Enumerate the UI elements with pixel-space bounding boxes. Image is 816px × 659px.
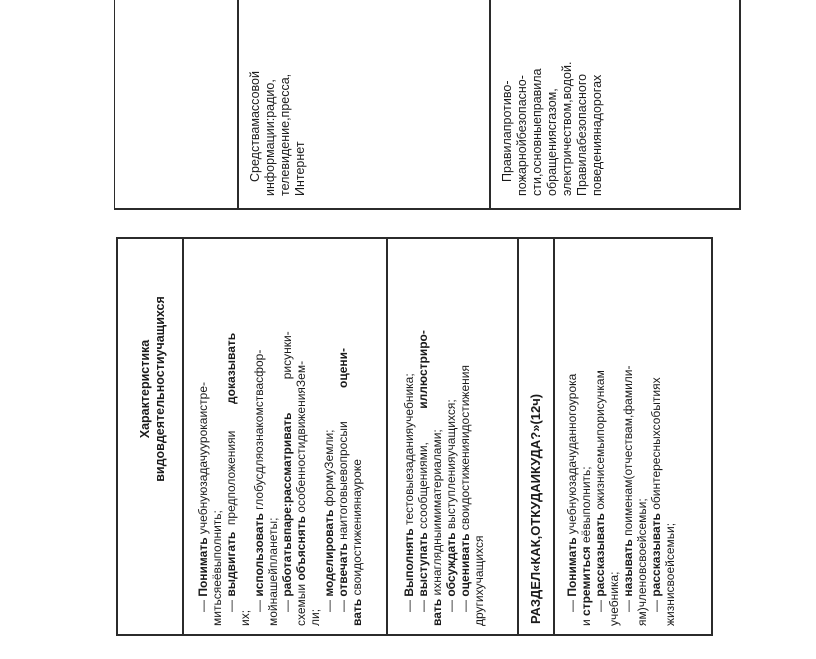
- activity-text: мойнашейпланеты;: [266, 517, 280, 626]
- activity-line: [308, 331, 322, 626]
- activities-block-2: [402, 330, 486, 626]
- activity-verb: Понимать: [196, 537, 210, 597]
- activity-line: [565, 366, 579, 627]
- top-table-col-divider-2: [489, 0, 491, 209]
- activity-line: [472, 330, 486, 626]
- activity-text: —: [565, 596, 579, 612]
- activity-text: и: [579, 615, 593, 626]
- activity-text: учебника;: [607, 571, 621, 626]
- bottom-table-bottom-border: [116, 634, 713, 636]
- top-table-right-border: [739, 0, 741, 210]
- activity-text: выступленияучащихся;: [444, 399, 458, 533]
- activity-text: формуЗемли;: [322, 429, 336, 510]
- activity-line: [350, 331, 364, 626]
- activity-text: —: [224, 596, 238, 612]
- activities-block-1: [196, 331, 364, 626]
- safety-line: обращениясгазом,: [545, 88, 559, 196]
- activity-text: тестовыезаданияучебника;: [402, 373, 416, 529]
- row-divider-1: [386, 238, 388, 635]
- activity-verb: называть: [621, 539, 635, 597]
- activity-line: [210, 331, 224, 626]
- activity-line: [196, 331, 210, 626]
- top-table-bottom-border: [114, 208, 741, 210]
- safety-line: сти,основныеправила: [530, 68, 544, 196]
- header-divider: [182, 238, 184, 635]
- activity-text: учебнуюзадачуданногоурока: [565, 373, 579, 538]
- activity-text: —: [458, 596, 472, 612]
- activity-text: ожизнисемьипорисункам: [593, 370, 607, 514]
- activity-verb: стремиться: [579, 546, 593, 616]
- activity-line: [621, 366, 635, 627]
- activity-verb: отвечать: [336, 543, 350, 597]
- activity-line: [430, 330, 444, 626]
- activity-line: [224, 331, 238, 626]
- bottom-table-left-border: [116, 237, 118, 636]
- column-header-line-1: Характеристика: [138, 339, 152, 439]
- activity-line: [336, 331, 350, 626]
- activity-text: наитоговыевопросыи: [336, 387, 350, 544]
- activity-line: [294, 331, 308, 626]
- activity-text: —: [252, 596, 266, 612]
- activity-verb: вать: [430, 598, 444, 626]
- activity-text: —: [196, 596, 210, 612]
- activity-text: предположенияи: [224, 403, 238, 532]
- activity-verb: выступать: [416, 532, 430, 597]
- activity-verb: вать: [350, 598, 364, 626]
- activity-verb: рассказывать: [593, 513, 607, 597]
- activity-text: ссообщениями,: [416, 408, 430, 533]
- activity-line: [579, 366, 593, 627]
- activity-text: поименам(отчествам,фамили-: [621, 365, 635, 540]
- activity-line: [238, 331, 252, 626]
- activity-text: жизнисвоейсемьи;: [663, 522, 677, 626]
- media-line: информации:радио,: [263, 79, 277, 196]
- activity-line: [266, 331, 280, 626]
- activity-verb: Понимать: [565, 537, 579, 597]
- activity-text: —: [444, 596, 458, 612]
- activity-verb: рассказывать: [649, 513, 663, 597]
- activity-verb: обсуждать: [444, 532, 458, 597]
- safety-line: Правилапротиво-: [500, 80, 514, 182]
- activity-line: [402, 330, 416, 626]
- activity-verb: оцени-: [336, 347, 350, 388]
- activity-text: рисунки-: [280, 331, 294, 413]
- activity-text: обинтересныхсобытиях: [649, 377, 663, 514]
- activity-text: глобусдляознакомствасфор-: [252, 349, 266, 514]
- activity-text: ихнаглядныимиматериалами;: [430, 429, 444, 599]
- activity-verb: объяснять: [294, 516, 308, 581]
- activity-verb: оценивать: [458, 533, 472, 597]
- section-title: РАЗДЕЛ«КАК,ОТКУДАИКУДА?»(12ч): [528, 393, 543, 624]
- activity-line: [607, 366, 621, 627]
- row-divider-3: [553, 238, 555, 635]
- media-cell-text: [248, 71, 308, 196]
- activity-line: [593, 366, 607, 627]
- activity-text: ли;: [308, 608, 322, 626]
- activity-text: своидостижениянауроке: [350, 459, 364, 599]
- media-line: Интернет: [293, 141, 307, 196]
- row-divider-2: [517, 238, 519, 635]
- activity-text: учебнуюзадачуурокаистре-: [196, 382, 210, 538]
- activity-text: ям)членовсвоейсемьи;: [635, 498, 649, 626]
- safety-cell-text: [500, 62, 605, 196]
- media-line: телевидение,пресса,: [278, 73, 292, 196]
- column-header-line-2: видовдеятельностиучащихся: [153, 296, 167, 482]
- safety-line: электричеством,водой.: [560, 61, 574, 196]
- activity-line: [280, 331, 294, 626]
- activity-text: схемыи: [294, 580, 308, 626]
- activity-text: —: [322, 596, 336, 612]
- activity-text: своидостиженияидостижения: [458, 365, 472, 534]
- activity-text: их;: [238, 609, 252, 626]
- activity-line: [635, 366, 649, 627]
- safety-line: пожарнойбезопасно-: [515, 75, 529, 196]
- activity-text: —: [416, 596, 430, 612]
- activity-verb: Выполнять: [402, 528, 416, 597]
- activity-text: другихучащихся: [472, 535, 486, 626]
- activity-text: —: [649, 596, 663, 612]
- activity-line: [322, 331, 336, 626]
- activity-line: [458, 330, 472, 626]
- activity-text: еёвыполнить;: [579, 466, 593, 547]
- activity-line: [252, 331, 266, 626]
- activity-line: [444, 330, 458, 626]
- activity-text: —: [621, 596, 635, 612]
- activity-text: —: [336, 596, 350, 612]
- activity-text: особенностидвиженияЗем-: [294, 360, 308, 517]
- activity-text: митьсяеёвыполнить;: [210, 510, 224, 626]
- activity-verb: иллюстриро-: [416, 330, 430, 409]
- safety-line: поведениянадорогах: [590, 74, 604, 196]
- activity-verb: работатьвпаре:рассматривать: [280, 412, 294, 597]
- bottom-table-right-border: [711, 237, 713, 636]
- activity-verb: использовать: [252, 513, 266, 597]
- activity-line: [649, 366, 663, 627]
- activities-block-3: [565, 366, 677, 627]
- activity-verb: доказывать: [224, 332, 238, 404]
- bottom-table-top-border: [116, 237, 713, 239]
- safety-line: Правилабезопасного: [575, 73, 589, 196]
- activity-text: —: [402, 596, 416, 612]
- activity-verb: моделировать: [322, 509, 336, 597]
- media-line: Средствамассовой: [248, 71, 262, 182]
- top-table-col-divider-1: [237, 0, 239, 209]
- activity-verb: выдвигать: [224, 531, 238, 597]
- activity-text: —: [280, 596, 294, 612]
- activity-line: [663, 366, 677, 627]
- top-table-col-divider-0: [114, 0, 115, 209]
- activity-text: —: [593, 596, 607, 612]
- column-header: [138, 260, 168, 518]
- activity-line: [416, 330, 430, 626]
